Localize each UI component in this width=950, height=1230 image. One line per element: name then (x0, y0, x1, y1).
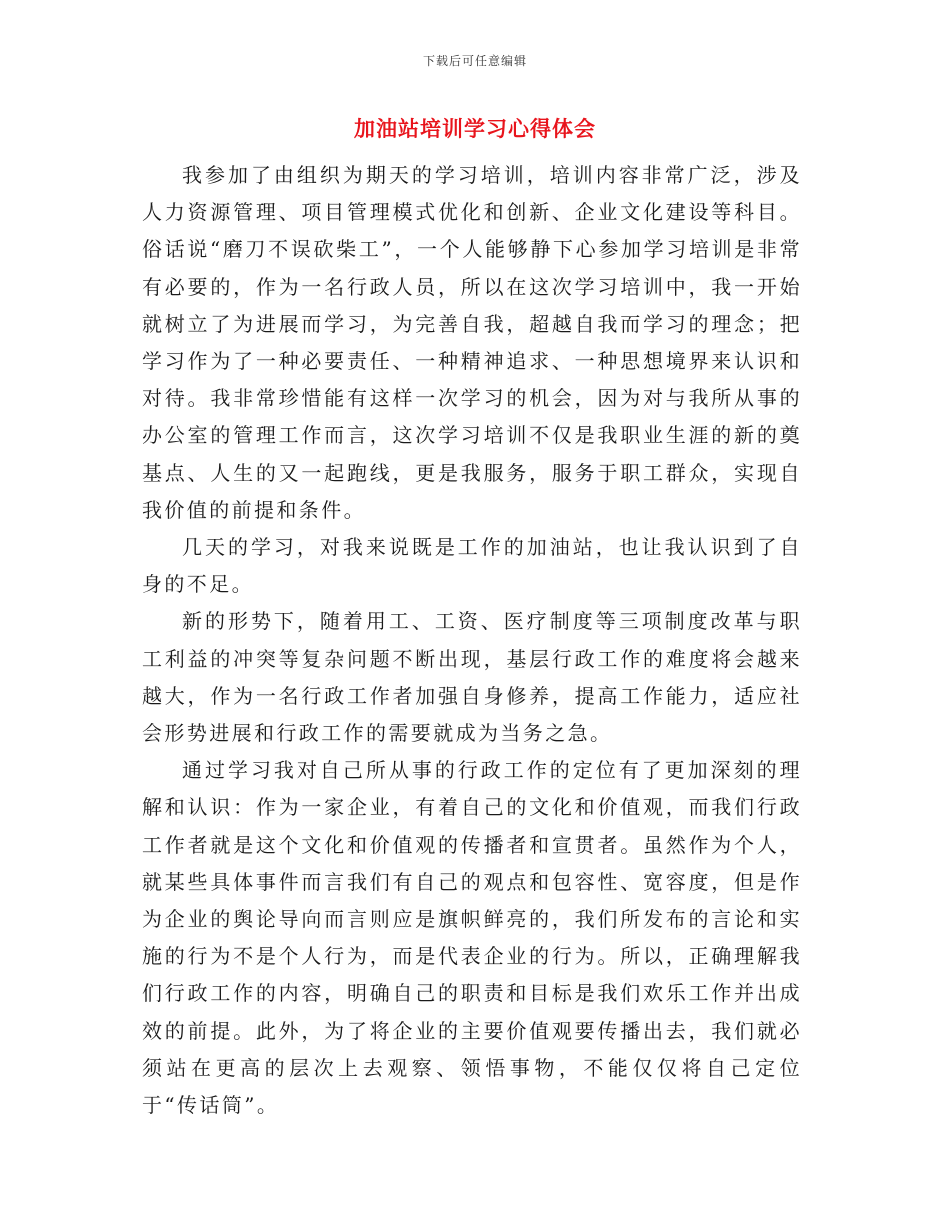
paragraph-2: 几天的学习，对我来说既是工作的加油站，也让我认识到了自身的不足。 (142, 535, 802, 597)
paragraph-3: 新的形势下，随着用工、工资、医疗制度等三项制度改革与职工利益的冲突等复杂问题不断出现，基层行政工作的难度将会越来越大，作为一名行政工作者加强自身修养，提高工作能力，适应社会形势进展和行政工作的需要就成为当务之急。 (142, 609, 802, 746)
document-body (142, 157, 802, 1124)
paragraph-1: 我参加了由组织为期天的学习培训，培训内容非常广泛，涉及人力资源管理、项目管理模式优化和创新、企业文化建设等科目。俗话说“磨刀不误砍柴工”，一个人能够静下心参加学习培训是非常有必要的，作为一名行政人员，所以在这次学习培训中，我一开始就树立了为进展而学习，为完善自我，超越自我而学习的理念；把学习作为了一种必要责任、一种精神追求、一种思想境界来认识和对待。我非常珍惜能有这样一次学习的机会，因为对与我所从事的办公室的管理工作而言，这次学习培训不仅是我职业生涯的新的奠基点、人生的又一起跑线，更是我服务，服务于职工群众，实现自我价值的前提和条件。 (142, 163, 802, 522)
paragraph-4: 通过学习我对自己所从事的行政工作的定位有了更加深刻的理解和认识：作为一家企业，有着自己的文化和价值观，而我们行政工作者就是这个文化和价值观的传播者和宣贯者。虽然作为个人，就某些具体事件而言我们有自己的观点和包容性、宽容度，但是作为企业的舆论导向而言则应是旗帜鲜亮的，我们所发布的言论和实施的行为不是个人行为，而是代表企业的行为。所以，正确理解我们行政工作的内容，明确自己的职责和目标是我们欢乐工作并出成效的前提。此外，为了将企业的主要价值观要传播出去，我们就必须站在更高的层次上去观察、领悟事物，不能仅仅将自己定位于“传话筒”。 (142, 758, 802, 1118)
document-title: 加油站培训学习心得体会 (354, 116, 596, 141)
header-note: 下载后可任意编辑 (422, 54, 527, 68)
